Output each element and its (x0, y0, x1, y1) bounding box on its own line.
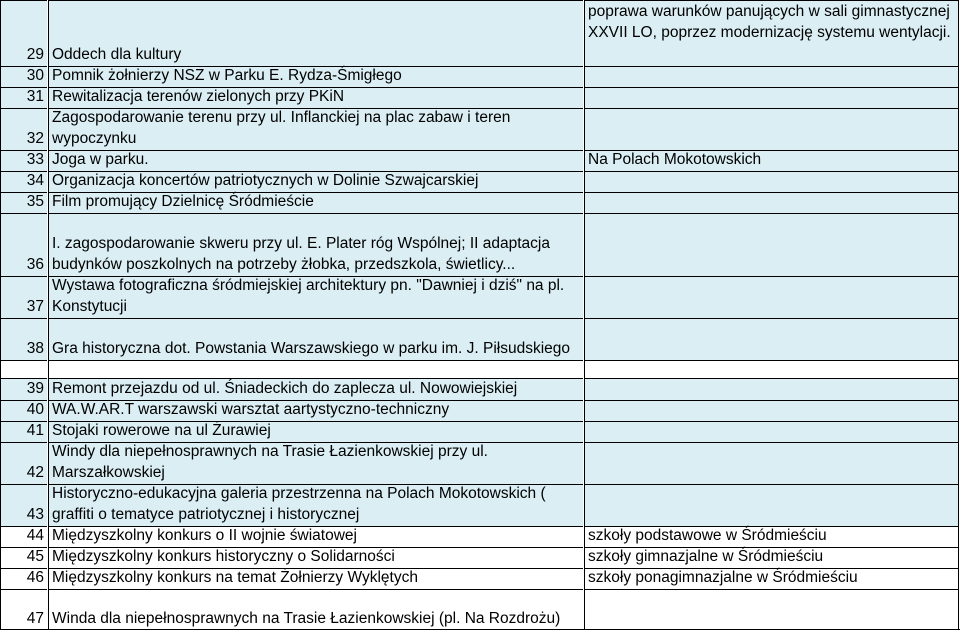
location-cell[interactable] (584, 192, 959, 213)
table-row (0, 171, 960, 192)
task-name: Winda dla niepełnosprawnych na Trasie Łazienkowskiej (pl. Na Rozdrożu) (52, 609, 561, 627)
task-name: Zagospodarowanie terenu przy ul. Inflanckiej na plac zabaw i teren wypoczynku (52, 109, 511, 147)
task-name-cell[interactable] (48, 192, 583, 213)
row-number: 32 (26, 129, 44, 147)
location-cell[interactable] (584, 213, 959, 276)
row-number: 37 (26, 297, 44, 315)
task-name-cell[interactable] (48, 276, 583, 318)
task-name: Organizacja koncertów patriotycznych w Dolinie Szwajcarskiej (52, 171, 479, 189)
task-name-cell[interactable] (48, 108, 583, 150)
row-number-cell[interactable] (0, 171, 47, 192)
location-cell[interactable] (584, 108, 959, 150)
row-number: 40 (26, 400, 44, 418)
row-number-cell[interactable] (0, 484, 47, 526)
row-number-cell[interactable] (0, 192, 47, 213)
location-cell[interactable] (584, 568, 959, 589)
table-row (0, 0, 960, 66)
table-row (0, 318, 960, 360)
row-number: 30 (26, 66, 44, 84)
row-number: 45 (26, 547, 44, 565)
task-name-cell[interactable] (48, 66, 583, 87)
location-cell[interactable] (584, 421, 959, 442)
row-number: 41 (26, 421, 44, 439)
task-name-cell[interactable] (48, 378, 583, 400)
task-name: Oddech dla kultury (52, 45, 182, 63)
location-cell[interactable] (584, 276, 959, 318)
table-row (0, 547, 960, 568)
task-name: Stojaki rowerowe na ul Żurawiej (52, 421, 271, 439)
table-row (0, 442, 960, 484)
row-number-cell[interactable] (0, 150, 47, 171)
location-cell[interactable] (584, 589, 959, 630)
table-row (0, 378, 960, 400)
blank-gap-row (0, 360, 960, 378)
task-name-cell[interactable] (48, 150, 583, 171)
task-name-cell[interactable] (48, 171, 583, 192)
table-row (0, 276, 960, 318)
task-name: Remont przejazdu od ul. Śniadeckich do zaplecza ul. Nowowiejskiej (52, 379, 518, 397)
table-row (0, 400, 960, 421)
row-number-cell[interactable] (0, 547, 47, 568)
row-number-cell[interactable] (0, 0, 47, 66)
row-number: 31 (26, 87, 44, 105)
task-name-cell[interactable] (48, 213, 583, 276)
row-number-cell[interactable] (0, 318, 47, 360)
location-text: poprawa warunków panujących w sali gimnastycznej XXVII LO, poprzez modernizację systemu wentylacji. (588, 3, 951, 41)
task-name: Wystawa fotograficzna śródmiejskiej architektury pn. "Dawniej i dziś" na pl. Konstytucji (52, 277, 565, 315)
task-name: Międzyszkolny konkurs na temat Żołnierzy Wyklętych (52, 568, 418, 586)
location-cell[interactable] (584, 547, 959, 568)
location-cell[interactable] (584, 442, 959, 484)
task-name-cell[interactable] (48, 0, 583, 66)
row-number: 35 (26, 192, 44, 210)
row-number: 36 (26, 255, 44, 273)
task-name: Rewitalizacja terenów zielonych przy PKiN (52, 87, 345, 105)
task-name: Gra historyczna dot. Powstania Warszawskiego w parku im. J. Piłsudskiego (52, 339, 571, 357)
location-cell[interactable] (584, 171, 959, 192)
task-name-cell[interactable] (48, 442, 583, 484)
row-number-cell[interactable] (0, 213, 47, 276)
location-cell[interactable] (584, 400, 959, 421)
table-row (0, 568, 960, 589)
location-text: Na Polach Mokotowskich (588, 150, 762, 168)
table-row (0, 87, 960, 108)
location-cell[interactable] (584, 526, 959, 547)
row-number-cell[interactable] (0, 87, 47, 108)
task-name-cell[interactable] (48, 421, 583, 442)
task-name: Pomnik żołnierzy NSZ w Parku E. Rydza-Śmigłego (52, 66, 402, 84)
location-text: szkoły podstawowe w Śródmieściu (588, 526, 827, 544)
table-row (0, 421, 960, 442)
table-row (0, 484, 960, 526)
table-row (0, 192, 960, 213)
task-name-cell[interactable] (48, 484, 583, 526)
task-name-cell[interactable] (48, 568, 583, 589)
row-number: 46 (26, 568, 44, 586)
row-number-cell[interactable] (0, 589, 47, 630)
table-row (0, 526, 960, 547)
location-cell[interactable] (584, 484, 959, 526)
task-name-cell[interactable] (48, 87, 583, 108)
task-name: Międzyszkolny konkurs historyczny o Solidarności (52, 547, 395, 565)
table-row (0, 66, 960, 87)
table-row (0, 108, 960, 150)
row-number-cell[interactable] (0, 526, 47, 547)
location-cell[interactable] (584, 66, 959, 87)
task-name: Windy dla niepełnosprawnych na Trasie Łazienkowskiej przy ul. Marszałkowskiej (52, 443, 488, 481)
row-number-cell[interactable] (0, 108, 47, 150)
task-name-cell[interactable] (48, 526, 583, 547)
row-number-cell[interactable] (0, 568, 47, 589)
row-number: 44 (26, 526, 44, 544)
task-name: Międzyszkolny konkurs o II wojnie światowej (52, 526, 357, 544)
location-cell[interactable] (584, 87, 959, 108)
task-name: I. zagospodarowanie skweru przy ul. E. Plater róg Wspólnej; II adaptacja budynków poszkolnych na potrzeby żłobka, przedszkola, świetlicy... (52, 235, 550, 273)
location-cell[interactable] (584, 378, 959, 400)
task-name: WA.W.AR.T warszawski warsztat aartystyczno-techniczny (52, 400, 450, 418)
task-name-cell[interactable] (48, 589, 583, 630)
location-cell[interactable] (584, 150, 959, 171)
table-row (0, 589, 960, 630)
table-row (0, 213, 960, 276)
location-text: szkoły gimnazjalne w Śródmieściu (588, 547, 824, 565)
task-name-cell[interactable] (48, 547, 583, 568)
row-number: 43 (26, 505, 44, 523)
row-number-cell[interactable] (0, 378, 47, 400)
row-number-cell[interactable] (0, 400, 47, 421)
task-name: Joga w parku. (52, 150, 149, 168)
row-number: 34 (26, 171, 44, 189)
row-number: 29 (26, 45, 44, 63)
row-number: 38 (26, 339, 44, 357)
row-number-cell[interactable] (0, 442, 47, 484)
row-number: 42 (26, 463, 44, 481)
task-name-cell[interactable] (48, 400, 583, 421)
task-name: Historyczno-edukacyjna galeria przestrzenna na Polach Mokotowskich ( graffiti o tematyce patriotycznej i historycznej (52, 485, 546, 523)
task-name-cell[interactable] (48, 318, 583, 360)
location-cell[interactable] (584, 318, 959, 360)
task-name: Film promujący Dzielnicę Śródmieście (52, 192, 314, 210)
location-text: szkoły ponagimnazjalne w Śródmieściu (588, 568, 858, 586)
row-number-cell[interactable] (0, 66, 47, 87)
row-number-cell[interactable] (0, 276, 47, 318)
location-cell[interactable] (584, 0, 959, 66)
table-row (0, 150, 960, 171)
row-number: 33 (26, 150, 44, 168)
row-number: 47 (26, 609, 44, 627)
row-number: 39 (26, 379, 44, 397)
row-number-cell[interactable] (0, 421, 47, 442)
